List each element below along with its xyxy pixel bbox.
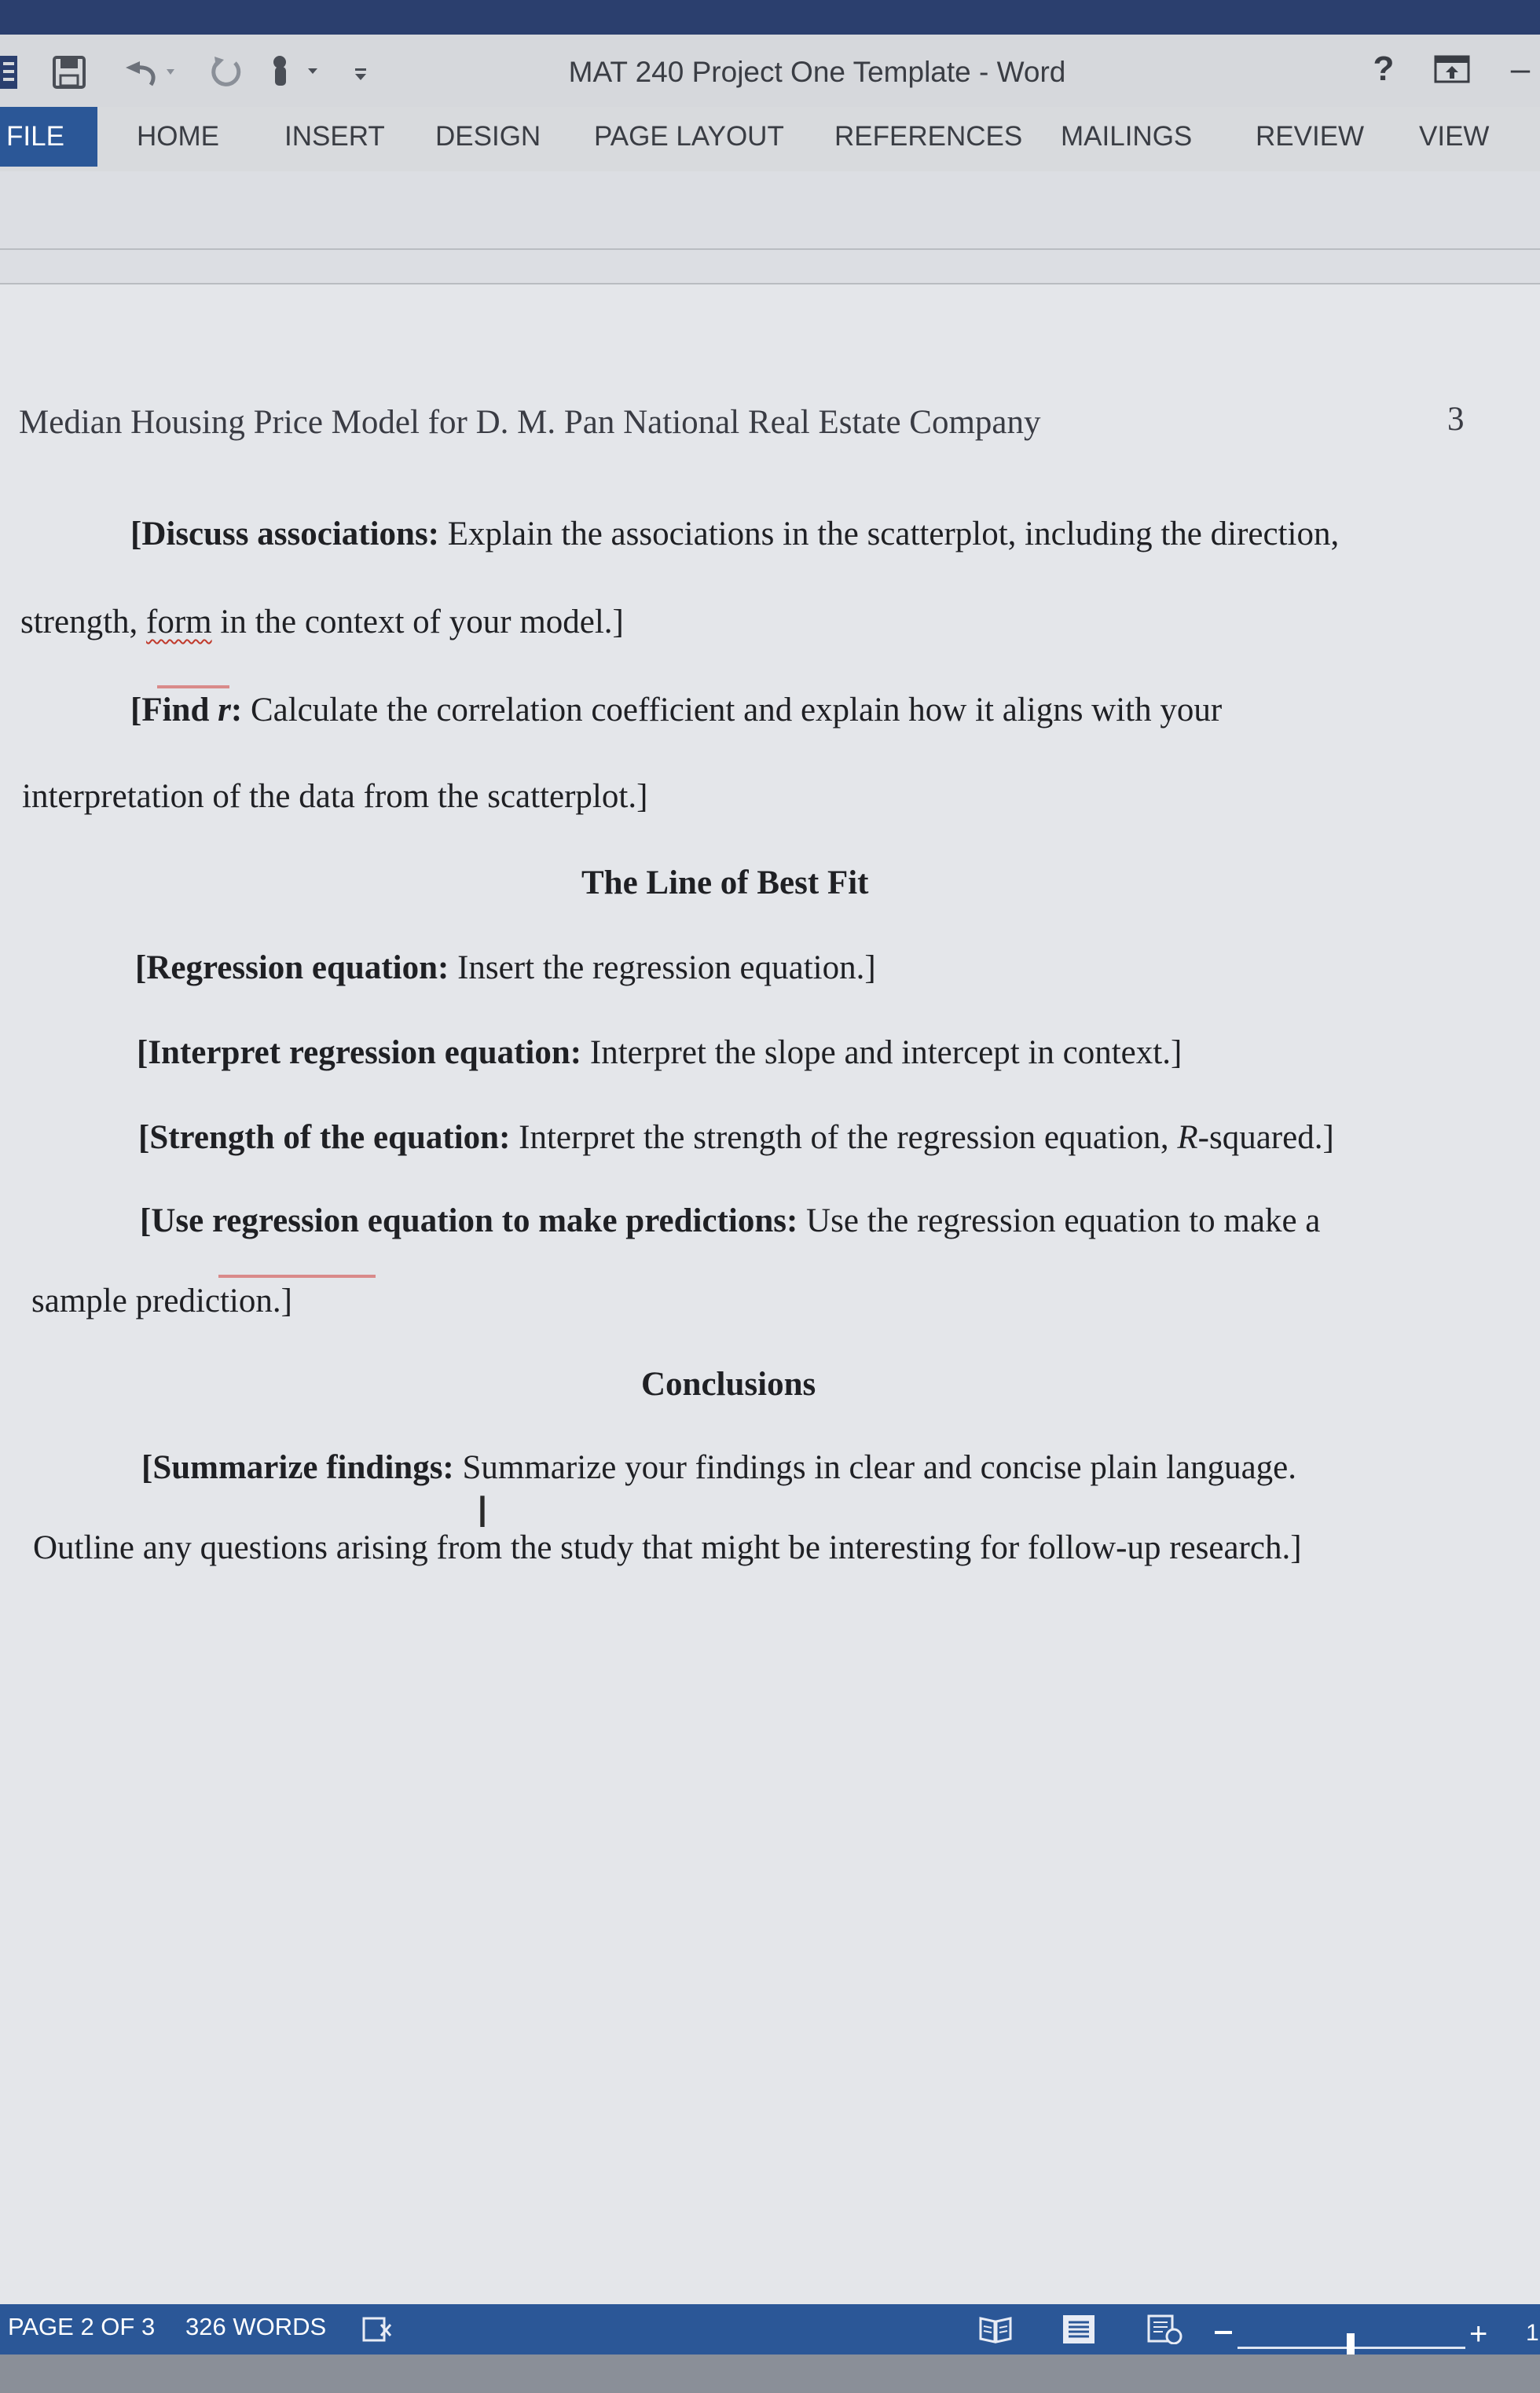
- summarize-label: [Summarize findings:: [141, 1449, 454, 1486]
- save-icon[interactable]: [50, 49, 88, 96]
- customize-icon[interactable]: [349, 49, 372, 96]
- tab-page-layout[interactable]: PAGE LAYOUT: [594, 121, 784, 152]
- find-r-variable: r: [218, 692, 231, 729]
- spelling-flagged-word[interactable]: form: [146, 604, 212, 640]
- touch-mode-icon[interactable]: [262, 49, 325, 96]
- heading-conclusions: Conclusions: [641, 1366, 816, 1403]
- interpret-label: [Interpret regression equation:: [137, 1034, 582, 1071]
- window-title: MAT 240 Project One Template - Word: [568, 56, 1066, 88]
- word-count-indicator[interactable]: 326 WORDS: [185, 2313, 327, 2340]
- tab-references[interactable]: REFERENCES: [834, 121, 1023, 152]
- ribbon-display-icon: [1434, 55, 1470, 83]
- running-header: Median Housing Price Model for D. M. Pan National Real Estate Company: [19, 404, 1041, 441]
- tab-review[interactable]: REVIEW: [1256, 121, 1365, 152]
- ribbon-display-options-button[interactable]: [1430, 46, 1474, 93]
- page-count-indicator[interactable]: PAGE 2 OF 3: [8, 2313, 156, 2340]
- heading-line-of-best-fit: The Line of Best Fit: [581, 864, 869, 901]
- zoom-in-button[interactable]: +: [1469, 2317, 1488, 2351]
- find-r-colon: :: [230, 692, 243, 729]
- paragraph-predictions: [140, 1199, 1320, 1243]
- i-beam-cursor-icon: I: [476, 1488, 489, 1537]
- predictions-label: [Use regression equation to make predictions:: [140, 1202, 798, 1239]
- regression-label: [Regression equation:: [135, 949, 449, 986]
- tab-home[interactable]: HOME: [137, 121, 219, 152]
- discuss-text-continued: strength,: [20, 604, 147, 640]
- paragraph-discuss-associations: [130, 512, 1339, 556]
- minimize-button[interactable]: –: [1510, 50, 1531, 88]
- strength-variable: R: [1177, 1119, 1198, 1156]
- tab-mailings[interactable]: MAILINGS: [1061, 121, 1193, 152]
- window-top-edge: [0, 0, 1540, 35]
- interpret-text: Interpret the slope and intercept in context.]: [581, 1034, 1182, 1071]
- zoom-out-button[interactable]: [1215, 2331, 1232, 2334]
- tab-design[interactable]: DESIGN: [435, 121, 541, 152]
- word-icon[interactable]: [0, 49, 24, 96]
- discuss-text: Explain the associations in the scatterplot, including the direction,: [439, 516, 1340, 552]
- grammar-mark: [218, 1275, 376, 1278]
- strength-label: [Strength of the equation:: [138, 1119, 511, 1156]
- help-button[interactable]: ?: [1373, 50, 1395, 88]
- paragraph-summarize: [141, 1446, 1296, 1490]
- document-page[interactable]: [0, 284, 1540, 2304]
- discuss-text-end: in the context of your model.]: [211, 604, 624, 640]
- paragraph-interpret-regression: [137, 1031, 1182, 1075]
- paragraph-summarize-continued: Outline any questions arising from the study that might be interesting for follow-up research.]: [33, 1529, 1302, 1566]
- web-layout-icon[interactable]: [1146, 2312, 1185, 2347]
- tab-view[interactable]: VIEW: [1419, 121, 1490, 152]
- proofing-icon[interactable]: [360, 2312, 396, 2347]
- tab-file[interactable]: FILE: [0, 107, 97, 167]
- summarize-text: Summarize your findings in clear and concise plain language.: [453, 1449, 1297, 1486]
- page-boundary-line: [0, 248, 1540, 250]
- page-number: 3: [1447, 401, 1465, 438]
- paragraph-discuss-continued: [20, 600, 624, 644]
- paragraph-find-r-continued: interpretation of the data from the scatterplot.]: [22, 778, 648, 815]
- discuss-label: [Discuss associations:: [130, 516, 440, 552]
- find-r-text: Calculate the correlation coefficient and explain how it aligns with your: [242, 692, 1223, 729]
- print-layout-icon[interactable]: [1061, 2312, 1097, 2347]
- read-mode-icon[interactable]: [977, 2312, 1014, 2347]
- paragraph-predictions-continued: sample prediction.]: [31, 1283, 292, 1319]
- predictions-text: Use the regression equation to make a: [798, 1202, 1321, 1239]
- paragraph-find-r: [130, 688, 1222, 732]
- paragraph-strength: [138, 1116, 1334, 1160]
- tab-insert[interactable]: INSERT: [284, 121, 385, 152]
- screen-bezel: [0, 2354, 1540, 2393]
- regression-text: Insert the regression equation.]: [449, 949, 876, 986]
- find-r-label: [Find: [130, 692, 218, 729]
- strength-text-end: -squared.]: [1197, 1119, 1334, 1156]
- redo-icon[interactable]: [206, 49, 245, 96]
- undo-icon[interactable]: [116, 49, 179, 96]
- zoom-level[interactable]: 1: [1526, 2320, 1539, 2346]
- strength-text: Interpret the strength of the regression equation,: [510, 1119, 1178, 1156]
- paragraph-regression-equation: [135, 946, 876, 990]
